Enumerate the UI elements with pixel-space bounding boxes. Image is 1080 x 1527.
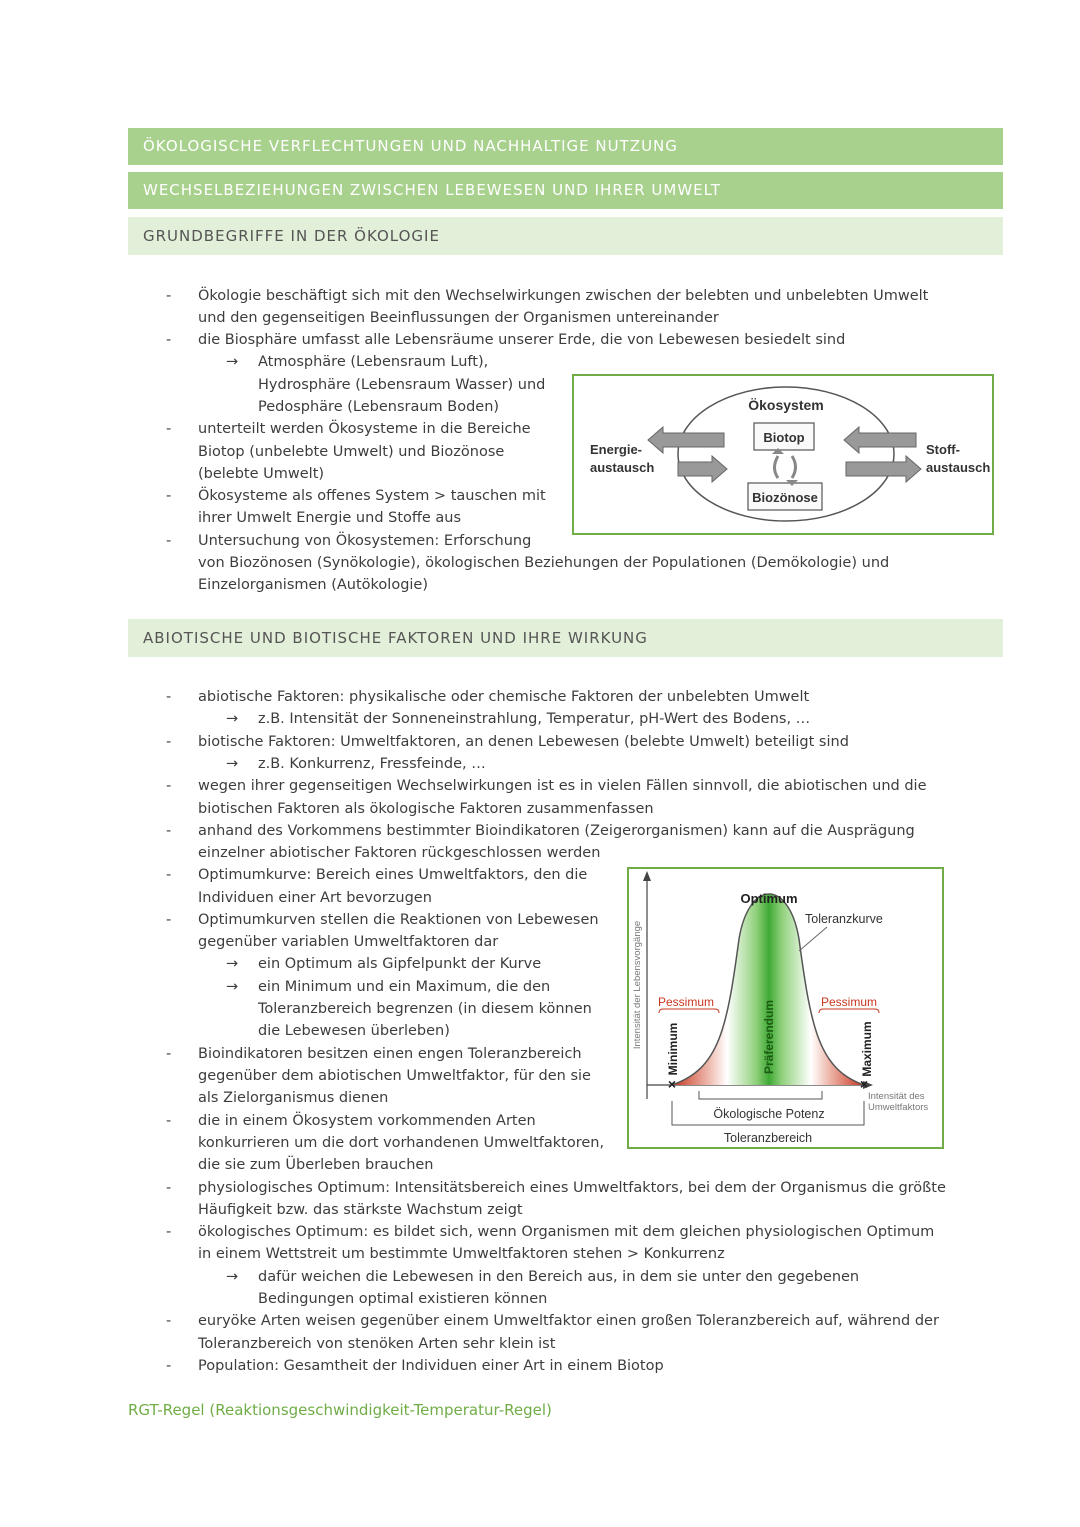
rgt-regel-heading: RGT-Regel (Reaktionsgeschwindigkeit-Temperatur-Regel) [128,1401,552,1419]
maximum-marker-icon: × [859,1076,869,1092]
potenz-bracket [699,1091,822,1099]
header-main-topic: ÖKOLOGISCHE VERFLECHTUNGEN UND NACHHALTIGE NUTZUNG [128,128,1003,165]
text-line: unterteilt werden Ökosysteme in die Bereiche [198,421,531,437]
praeferendum-label: Präferendum [762,999,776,1075]
bullet-marker: - [166,288,172,304]
text-line: Toleranzbereich von stenöken Arten sehr klein ist [198,1336,556,1352]
text-line: die Biosphäre umfasst alle Lebensräume unserer Erde, die von Lebewesen besiedelt sind [198,332,846,348]
text-line: Untersuchung von Ökosystemen: Erforschung [198,533,532,549]
text-line: und den gegenseitigen Beeinflussungen der Organismen untereinander [198,310,719,326]
text-line: die sie zum Überleben brauchen [198,1157,434,1173]
ecosystem-figure [572,374,994,535]
toleranzkurve-label: Toleranzkurve [805,912,883,926]
text-line: (belebte Umwelt) [198,466,325,482]
bullet-marker: - [166,734,172,750]
y-axis-label: Intensität der Lebensvorgänge [632,920,643,1050]
text-line: gegenüber dem abiotischen Umweltfaktor, für den sie [198,1068,591,1084]
bullet-marker: - [166,488,172,504]
bullet-marker: - [166,332,172,348]
text-line: z.B. Konkurrenz, Fressfeinde, … [258,756,486,772]
text-line: von Biozönosen (Synökologie), ökologischen Beziehungen der Populationen (Demökologie) und [198,555,890,571]
arrow-marker: → [226,1269,239,1285]
text-line: biotischen Faktoren als ökologische Faktoren zusammenfassen [198,801,654,817]
text-line: gegenüber variablen Umweltfaktoren dar [198,934,499,950]
biozoenose-label: Biozönose [752,490,818,505]
text-line: anhand des Vorkommens bestimmter Bioindikatoren (Zeigerorganismen) kann auf die Ausprägung [198,823,915,839]
text-line: die Lebewesen überleben) [258,1023,450,1039]
pessimum-right-area [811,869,864,1085]
arrow-marker: → [226,756,239,772]
bullet-marker: - [166,1113,172,1129]
text-line: Individuen einer Art bevorzugen [198,890,432,906]
text-line: ökologisches Optimum: es bildet sich, wenn Organismen mit dem gleichen physiologischen Optimum [198,1224,935,1240]
text-line: Einzelorganismen (Autökologie) [198,577,429,593]
bullet-marker: - [166,1180,172,1196]
text-line: Ökologie beschäftigt sich mit den Wechselwirkungen zwischen der belebten und unbelebten Umwelt [198,288,929,304]
header-grundbegriffe: GRUNDBEGRIFFE IN DER ÖKOLOGIE [128,217,1003,255]
toleranzbereich-label: Toleranzbereich [723,1131,813,1145]
text-line: ihrer Umwelt Energie und Stoffe aus [198,510,462,526]
ecosystem-title: Ökosystem [748,397,824,413]
pessimum-left-label: Pessimum [658,995,715,1009]
text-line: als Zielorganismus dienen [198,1090,389,1106]
bullet-marker: - [166,867,172,883]
text-line: wegen ihrer gegenseitigen Wechselwirkungen ist es in vielen Fällen sinnvoll, die abiotischen und die [198,778,927,794]
text-line: Toleranzbereich begrenzen (in diesem können [258,1001,592,1017]
bullet-marker: - [166,1358,172,1374]
text-line: einzelner abiotischer Faktoren rückgeschlossen werden [198,845,601,861]
bullet-marker: - [166,1046,172,1062]
text-line: Population: Gesamtheit der Individuen einer Art in einem Biotop [198,1358,664,1374]
pessimum-right-label: Pessimum [821,995,878,1009]
text-line: abiotische Faktoren: physikalische oder chemische Faktoren der unbelebten Umwelt [198,689,810,705]
arrow-marker: → [226,354,239,370]
stoff-label-2: austausch [926,460,991,475]
text-line: Atmosphäre (Lebensraum Luft), [258,354,489,370]
stoff-label-1: Stoff- [926,442,960,457]
oekologische-potenz-label: Ökologische Potenz [713,1107,825,1121]
header-faktoren: ABIOTISCHE UND BIOTISCHE FAKTOREN UND IHRE WIRKUNG [128,619,1003,657]
biotop-label: Biotop [763,430,805,445]
bullet-marker: - [166,1224,172,1240]
optimum-curve-figure [627,867,944,1149]
energy-label-1: Energie- [590,442,643,457]
text-line: Bedingungen optimal existieren können [258,1291,548,1307]
header-subtopic: WECHSELBEZIEHUNGEN ZWISCHEN LEBEWESEN UND IHRER UMWELT [128,172,1003,209]
text-line: dafür weichen die Lebewesen in den Bereich aus, in dem sie unter den gegebenen [258,1269,860,1285]
maximum-label: Maximum [860,1021,874,1077]
minimum-marker-icon: × [667,1076,677,1092]
text-line: Pedosphäre (Lebensraum Boden) [258,399,500,415]
x-axis-label-2: Umweltfaktors [868,1102,929,1113]
text-line: Häufigkeit bzw. das stärkste Wachstum zeigt [198,1202,523,1218]
bullet-marker: - [166,823,172,839]
bullet-marker: - [166,1313,172,1329]
text-line: Optimumkurve: Bereich eines Umweltfaktors, den die [198,867,588,883]
text-line: Optimumkurven stellen die Reaktionen von Lebewesen [198,912,599,928]
bullet-marker: - [166,778,172,794]
arrow-marker: → [226,956,239,972]
minimum-label: Minimum [666,1022,680,1076]
energy-label-2: austausch [590,460,655,475]
text-line: die in einem Ökosystem vorkommenden Arten [198,1113,536,1129]
arrow-marker: → [226,979,239,995]
text-line: konkurrieren um die dort vorhandenen Umweltfaktoren, [198,1135,605,1151]
text-line: Hydrosphäre (Lebensraum Wasser) und [258,377,546,393]
pessimum-left-area [672,869,727,1085]
text-line: ein Minimum und ein Maximum, die den [258,979,551,995]
text-line: z.B. Intensität der Sonneneinstrahlung, Temperatur, pH-Wert des Bodens, … [258,711,811,727]
arrow-marker: → [226,711,239,727]
text-line: euryöke Arten weisen gegenüber einem Umweltfaktor einen großen Toleranzbereich auf, während der [198,1313,939,1329]
text-line: biotische Faktoren: Umweltfaktoren, an denen Lebewesen (belebte Umwelt) beteiligt sind [198,734,849,750]
text-line: Bioindikatoren besitzen einen engen Toleranzbereich [198,1046,582,1062]
text-line: Ökosysteme als offenes System > tauschen mit [198,488,546,504]
bullet-marker: - [166,689,172,705]
text-line: physiologisches Optimum: Intensitätsbereich eines Umweltfaktors, bei dem der Organismus die größte [198,1180,946,1196]
bullet-marker: - [166,533,172,549]
optimum-label: Optimum [740,891,798,906]
text-line: in einem Wettstreit um bestimmte Umweltfaktoren stehen > Konkurrenz [198,1246,725,1262]
text-line: Biotop (unbelebte Umwelt) und Biozönose [198,444,505,460]
x-axis-label-1: Intensität des [868,1091,925,1102]
bullet-marker: - [166,421,172,437]
text-line: ein Optimum als Gipfelpunkt der Kurve [258,956,542,972]
bullet-marker: - [166,912,172,928]
